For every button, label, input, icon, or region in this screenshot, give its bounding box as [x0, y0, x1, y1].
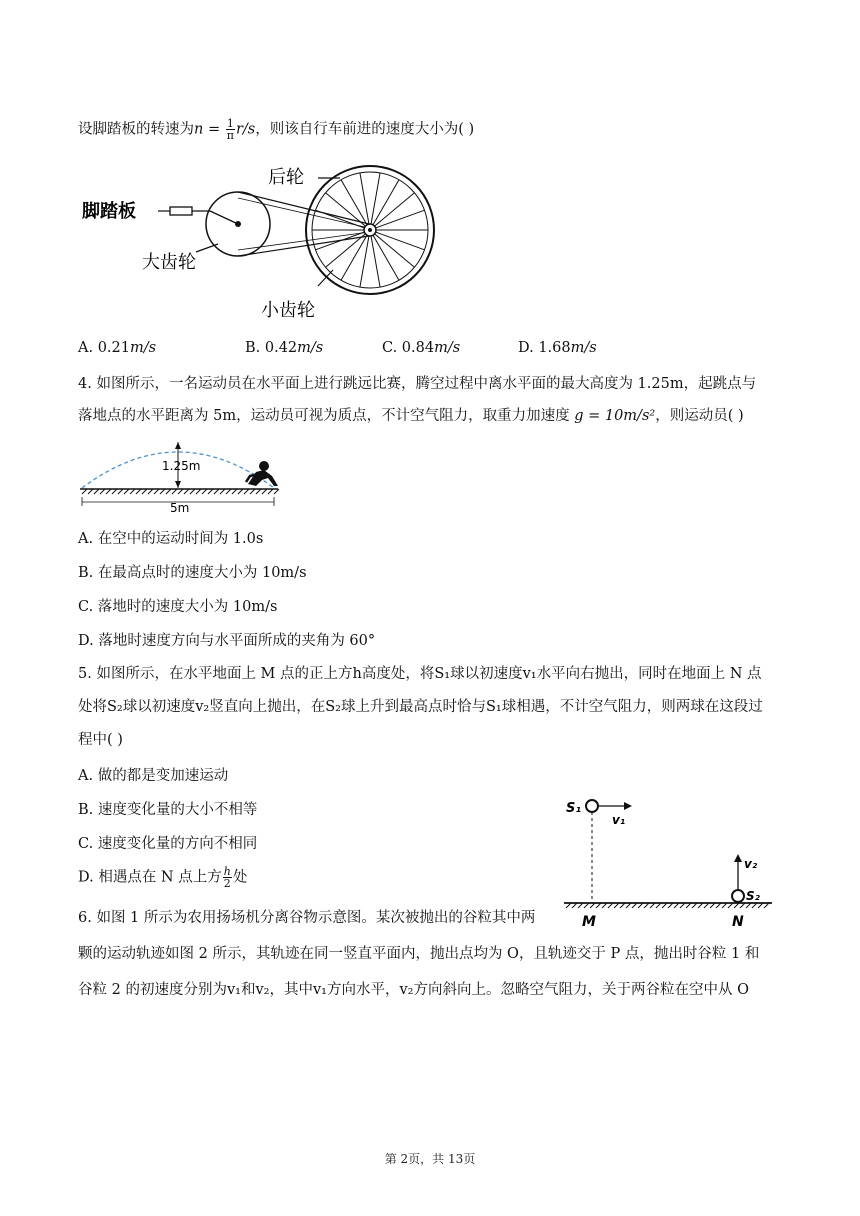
long-jump-figure	[78, 436, 288, 516]
q3-option-d[interactable]: D. 1.68m/s	[518, 340, 597, 356]
big-gear-label: 大齿轮	[142, 252, 196, 273]
q3-option-b[interactable]: B. 0.42m/s	[245, 340, 324, 356]
bicycle-gear-figure	[78, 150, 458, 330]
n-label: N	[732, 914, 744, 930]
q6-stem-line1: 6. 如图 1 所示为农用扬场机分离谷物示意图。某次被抛出的谷粒其中两	[78, 910, 536, 926]
q5-option-a[interactable]: A. 做的都是变加速运动	[78, 768, 229, 784]
q4-stem-line1: 4. 如图所示，一名运动员在水平面上进行跳远比赛，腾空过程中离水平面的最大高度为 1.25m，起跳点与	[78, 376, 757, 392]
m-label: M	[582, 914, 596, 930]
speed-fraction: $\frac{1}{\pi}$	[226, 117, 234, 142]
q4-option-d[interactable]: D. 落地时速度方向与水平面所成的夹角为 60°	[78, 633, 376, 649]
q3-option-c[interactable]: C. 0.84m/s	[382, 340, 461, 356]
q5-option-c[interactable]: C. 速度变化量的方向不相同	[78, 836, 258, 852]
projectile-meeting-figure	[556, 790, 776, 930]
q6-stem-line2: 颗的运动轨迹如图 2 所示，其轨迹在同一竖直平面内，抛出点均为 O，且轨迹交于 P 点，抛出时谷粒 1 和	[78, 946, 760, 962]
v2-label: v₂	[744, 857, 758, 871]
height-label: 1.25m	[162, 459, 201, 473]
s1-label: S₁	[566, 801, 582, 816]
page-footer: 第 2页，共 13页	[384, 1152, 476, 1166]
q4-stem-line2: 落地点的水平距离为 5m，运动员可视为质点，不计空气阻力，取重力加速度 g = 10m/s²，则运动员( )	[78, 408, 744, 424]
q5-option-b[interactable]: B. 速度变化量的大小不相等	[78, 802, 258, 818]
small-gear-label: 小齿轮	[261, 300, 315, 321]
q5-stem-line1: 5. 如图所示，在水平地面上 M 点的正上方h高度处，将S₁球以初速度v₁水平向右抛出，同时在地面上 N 点	[78, 666, 762, 682]
q3-option-a[interactable]: A. 0.21m/s	[78, 340, 157, 356]
distance-label: 5m	[170, 501, 190, 515]
v1-label: v₁	[612, 813, 626, 827]
s2-label: S₂	[746, 889, 760, 903]
q5-stem-line3: 程中( )	[78, 732, 123, 748]
q4-option-c[interactable]: C. 落地时的速度大小为 10m/s	[78, 599, 278, 615]
q5-stem-line2: 处将S₂球以初速度v₂竖直向上抛出，在S₂球上升到最高点时恰与S₁球相遇，不计空气阻力，则两球在这段过	[78, 699, 763, 715]
question-3-stem: 设脚踏板的转速为n = $\frac{1}{\pi}$ r/s，则该自行车前进的速度大小为( )	[78, 117, 475, 142]
q5-option-d[interactable]: D. 相遇点在 N 点上方 $\frac{h}{2}$ 处	[78, 865, 248, 890]
pedal-label: 脚踏板	[82, 201, 136, 222]
q6-stem-line3: 谷粒 2 的初速度分别为v₁和v₂，其中v₁方向水平，v₂方向斜向上。忽略空气阻力，关于两谷粒在空中从 O	[78, 982, 749, 998]
q4-option-a[interactable]: A. 在空中的运动时间为 1.0s	[78, 531, 264, 547]
rear-wheel-label: 后轮	[268, 167, 304, 188]
q4-option-b[interactable]: B. 在最高点时的速度大小为 10m/s	[78, 565, 307, 581]
